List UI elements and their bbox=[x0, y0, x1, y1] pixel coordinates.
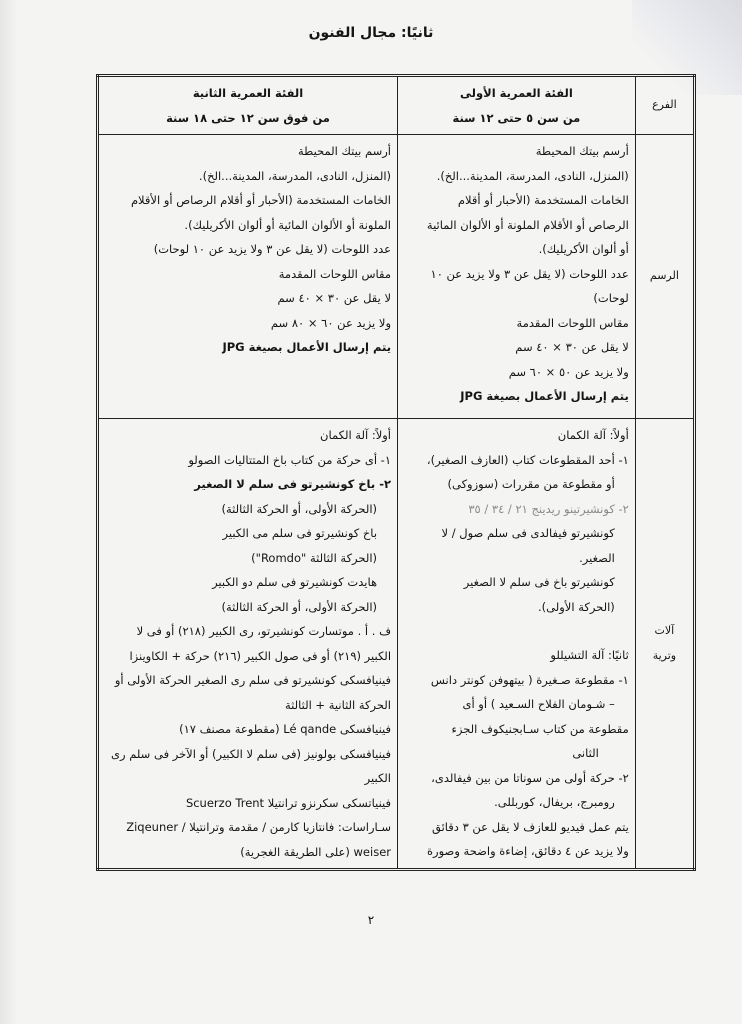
strings-age1-cell bbox=[398, 419, 636, 870]
drawing-age2-line: لا يقل عن ٣٠ × ٤٠ سم bbox=[277, 291, 392, 305]
drawing-age1-line: لوحات) bbox=[593, 291, 629, 305]
strings-age1-line: مقطوعة من كتاب سـابجنيكوف الجزء bbox=[451, 721, 629, 736]
strings-age2-line: ٢- باخ كونشيرتو فى سلم لا الصغير bbox=[194, 477, 392, 491]
strings-age2-line: weiser (على الطريقة الغجرية) bbox=[240, 844, 392, 859]
drawing-age1-line: (المنزل، النادى، المدرسة، المدينة...الخ). bbox=[436, 168, 629, 183]
strings-age2-line: سـاراسات: فانتازيا كارمن / مقدمة وترانتيلا / Ziqeuner bbox=[126, 820, 392, 834]
strings-age2-line: (الحركة الأولى، أو الحركة الثالثة) bbox=[221, 501, 378, 516]
strings-age1-line: ١- أحد المقطوعات كتاب (العازف الصغير)، bbox=[426, 452, 629, 467]
strings-age2-line: أولاً: آلة الكمان bbox=[320, 428, 392, 442]
drawing-age2-line: الملونة أو الألوان المائية أو ألوان الأكريليك). bbox=[184, 217, 392, 232]
strings-age1-line: رومبرج، بريفال، كوربللى. bbox=[494, 795, 615, 809]
strings-age1-line: يتم عمل فيديو للعازف لا يقل عن ٣ دقائق bbox=[432, 819, 629, 834]
table-header-row bbox=[98, 76, 695, 135]
drawing-age2-cell bbox=[98, 135, 398, 419]
table-row-drawing bbox=[98, 135, 695, 419]
drawing-age2-line: (المنزل، النادى، المدرسة، المدينة...الخ). bbox=[198, 168, 392, 183]
page-number: ٢ bbox=[367, 913, 375, 927]
strings-age1-line: – شـومان الفلاح السـعيد ) أو أى bbox=[462, 697, 615, 711]
strings-age1-line: ولا يزيد عن ٤ دقائق، إضاءة واضحة وصورة bbox=[427, 844, 629, 858]
strings-age2-line: الحركة الثانية + الثالثة bbox=[284, 697, 392, 712]
header-branch: الفرع bbox=[635, 76, 694, 135]
age-group-2-title: الفئة العمرية الثانية bbox=[192, 86, 304, 100]
drawing-age1-line: أرسم بيتك المحيطة bbox=[535, 144, 629, 158]
drawing-age1-line: أو ألوان الأكريليك). bbox=[538, 242, 629, 256]
strings-age1-line: كونشيرتو باخ فى سلم لا الصغير bbox=[463, 575, 615, 589]
drawing-age1-line: مقاس اللوحات المقدمة bbox=[516, 315, 629, 330]
strings-age2-line: ف . أ . موتسارت كونشيرتو، رى الكبير (٢١٨) أو فى لا bbox=[136, 624, 392, 638]
strings-age2-line: ١- أى حركة من كتاب باخ المتتاليات الصولو bbox=[188, 452, 392, 467]
page-edge-shadow bbox=[0, 0, 18, 1024]
page-heading: ثانيًا: مجال الفنون bbox=[308, 25, 434, 41]
strings-age2-line: فينيافسكى بولونيز (فى سلم لا الكبير) أو الآخر فى سلم رى bbox=[111, 746, 392, 761]
strings-age2-line: الكبير bbox=[364, 771, 392, 785]
drawing-age1-line: لا يقل عن ٣٠ × ٤٠ سم bbox=[515, 340, 629, 354]
drawing-age1-line: يتم إرسال الأعمال بصيغة JPG bbox=[460, 389, 629, 403]
strings-age1-line: ٢- حركة أولى من سوناتا من بين فيفالدى، bbox=[431, 770, 629, 785]
drawing-age1-cell bbox=[398, 135, 636, 419]
strings-age1-line: كونشيرتو فيفالدى فى سلم صول / لا bbox=[441, 526, 615, 540]
strings-age1-line: أولاً: آلة الكمان bbox=[557, 428, 629, 442]
table-row-strings bbox=[98, 419, 695, 870]
strings-age2-line: باخ كونشيرتو فى سلم مى الكبير bbox=[222, 526, 378, 540]
drawing-age1-line: الخامات المستخدمة (الأحبار أو أقلام bbox=[457, 193, 629, 207]
branch-strings: آلات وترية bbox=[635, 419, 694, 870]
drawing-age2-line: الخامات المستخدمة (الأحبار أو أقلام الرصاص أو الأقلام bbox=[130, 193, 392, 207]
arts-requirements-table bbox=[96, 74, 696, 871]
strings-age2-cell bbox=[98, 419, 398, 870]
drawing-age1-line: ولا يزيد عن ٥٠ × ٦٠ سم bbox=[508, 364, 629, 379]
strings-age1-line: الثانى bbox=[572, 746, 599, 760]
strings-age1-line: ثانيًا: آلة التشيللو bbox=[550, 648, 629, 662]
strings-age1-line: ٢- كونشيرتينو ريدينج ٢١ / ٣٤ / ٣٥ bbox=[468, 501, 629, 516]
strings-age1-line: (الحركة الأولى). bbox=[538, 599, 615, 614]
drawing-age2-line: أرسم بيتك المحيطة bbox=[297, 144, 392, 158]
strings-age2-line: (الحركة الثالثة "Romdo") bbox=[251, 550, 378, 565]
strings-age2-line: هايدت كونشيرتو فى سلم دو الكبير bbox=[212, 575, 378, 589]
strings-age1-line: أو مقطوعة من مقررات (سوزوكى) bbox=[447, 477, 615, 491]
strings-age2-line: فينيافسكى كونشيرتو فى سلم رى الصغير الحركة الأولى أو bbox=[114, 673, 392, 687]
branch-drawing: الرسم bbox=[635, 135, 694, 419]
header-age-group-1 bbox=[398, 76, 636, 135]
age-group-1-title: الفئة العمرية الأولى bbox=[460, 86, 573, 100]
drawing-age1-line: عدد اللوحات (لا يقل عن ٣ ولا يزيد عن ١٠ bbox=[430, 266, 629, 281]
drawing-age1-line: الرصاص أو الأقلام الملونة أو الألوان المائية bbox=[426, 217, 629, 232]
age-group-2-range: من فوق سن ١٢ حتى ١٨ سنة bbox=[166, 110, 330, 125]
strings-age2-line: (الحركة الأولى، أو الحركة الثالثة) bbox=[221, 599, 378, 614]
age-group-1-range: من سن ٥ حتى ١٢ سنة bbox=[452, 110, 581, 125]
strings-age2-line: فينيافسكى Lé qande (مقطوعة مصنف ١٧) bbox=[179, 722, 392, 736]
strings-age1-line: الصغير. bbox=[579, 550, 615, 565]
drawing-age2-line: ولا يزيد عن ٦٠ × ٨٠ سم bbox=[270, 315, 392, 330]
strings-age1-spacer bbox=[404, 619, 629, 643]
drawing-age2-line: يتم إرسال الأعمال بصيغة JPG bbox=[222, 340, 392, 354]
drawing-age2-line: عدد اللوحات (لا يقل عن ٣ ولا يزيد عن ١٠ لوحات) bbox=[153, 242, 392, 256]
strings-age2-line: الكبير (٢١٩) أو فى صول الكبير (٢١٦) حركة + الكاوينزا bbox=[129, 648, 392, 663]
strings-age1-line: ١- مقطوعة صـغيرة ( بيتهوفن كونتر دانس bbox=[430, 672, 629, 687]
strings-age2-line: فينياتسكى سكرنزو ترانتيلا Scuerzo Trent bbox=[185, 795, 392, 810]
drawing-age2-line: مقاس اللوحات المقدمة bbox=[278, 266, 392, 281]
header-age-group-2 bbox=[98, 76, 398, 135]
